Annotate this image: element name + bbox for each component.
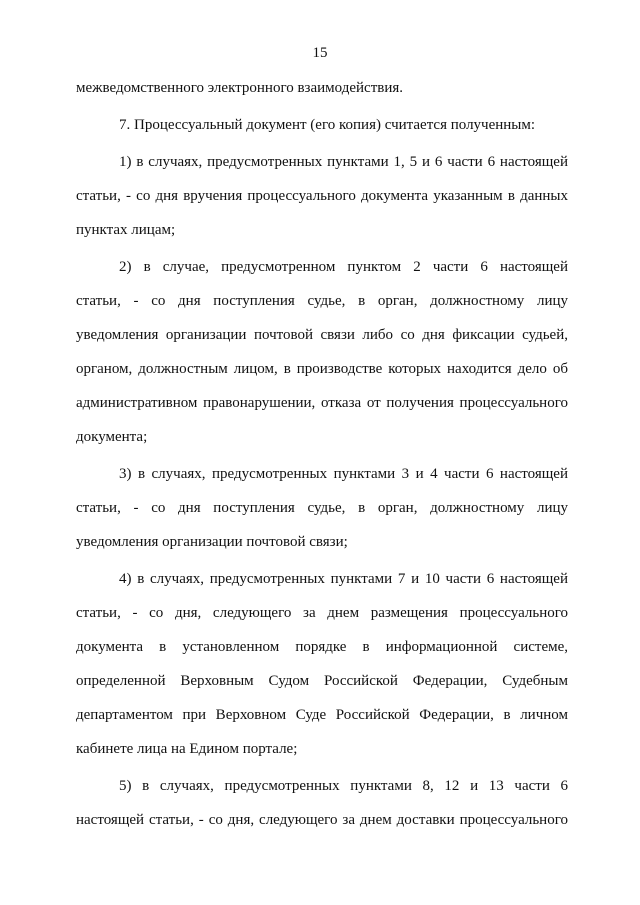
- text-line: настоящей статьи, - со дня, следующего за днем доставки процессуального: [76, 812, 568, 828]
- text-line: 4) в случаях, предусмотренных пунктами 7 и 10 части 6 настоящей: [119, 571, 568, 587]
- text-line: статьи, - со дня поступления судье, в орган, должностному лицу: [76, 500, 568, 516]
- text-line: межведомственного электронного взаимодействия.: [76, 80, 404, 96]
- text-line: документа;: [76, 429, 148, 445]
- page-number: 15: [312, 45, 328, 61]
- text-line: статьи, - со дня вручения процессуального документа указанным в данных: [76, 188, 568, 204]
- text-line: уведомления организации почтовой связи;: [76, 534, 348, 550]
- text-line: департаментом при Верховном Суде Российской Федерации, в личном: [76, 707, 568, 723]
- text-line: административном правонарушении, отказа от получения процессуального: [76, 395, 568, 411]
- text-line: уведомления организации почтовой связи либо со дня фиксации судьей,: [76, 327, 568, 343]
- text-line: пунктах лицам;: [76, 222, 176, 238]
- text-line: 3) в случаях, предусмотренных пунктами 3 и 4 части 6 настоящей: [119, 466, 568, 482]
- text-line: 5) в случаях, предусмотренных пунктами 8, 12 и 13 части 6: [119, 778, 568, 794]
- text-line: 7. Процессуальный документ (его копия) считается полученным:: [119, 117, 536, 133]
- text-line: статьи, - со дня поступления судье, в орган, должностному лицу: [76, 293, 568, 309]
- text-line: определенной Верховным Судом Российской Федерации, Судебным: [76, 673, 568, 689]
- text-line: органом, должностным лицом, в производстве которых находится дело об: [76, 361, 568, 377]
- text-line: 2) в случае, предусмотренном пунктом 2 части 6 настоящей: [119, 259, 568, 275]
- text-line: кабинете лица на Едином портале;: [76, 741, 298, 757]
- text-line: статьи, - со дня, следующего за днем размещения процессуального: [76, 605, 568, 621]
- text-line: 1) в случаях, предусмотренных пунктами 1, 5 и 6 части 6 настоящей: [119, 154, 568, 170]
- text-line: документа в установленном порядке в информационной системе,: [76, 639, 568, 655]
